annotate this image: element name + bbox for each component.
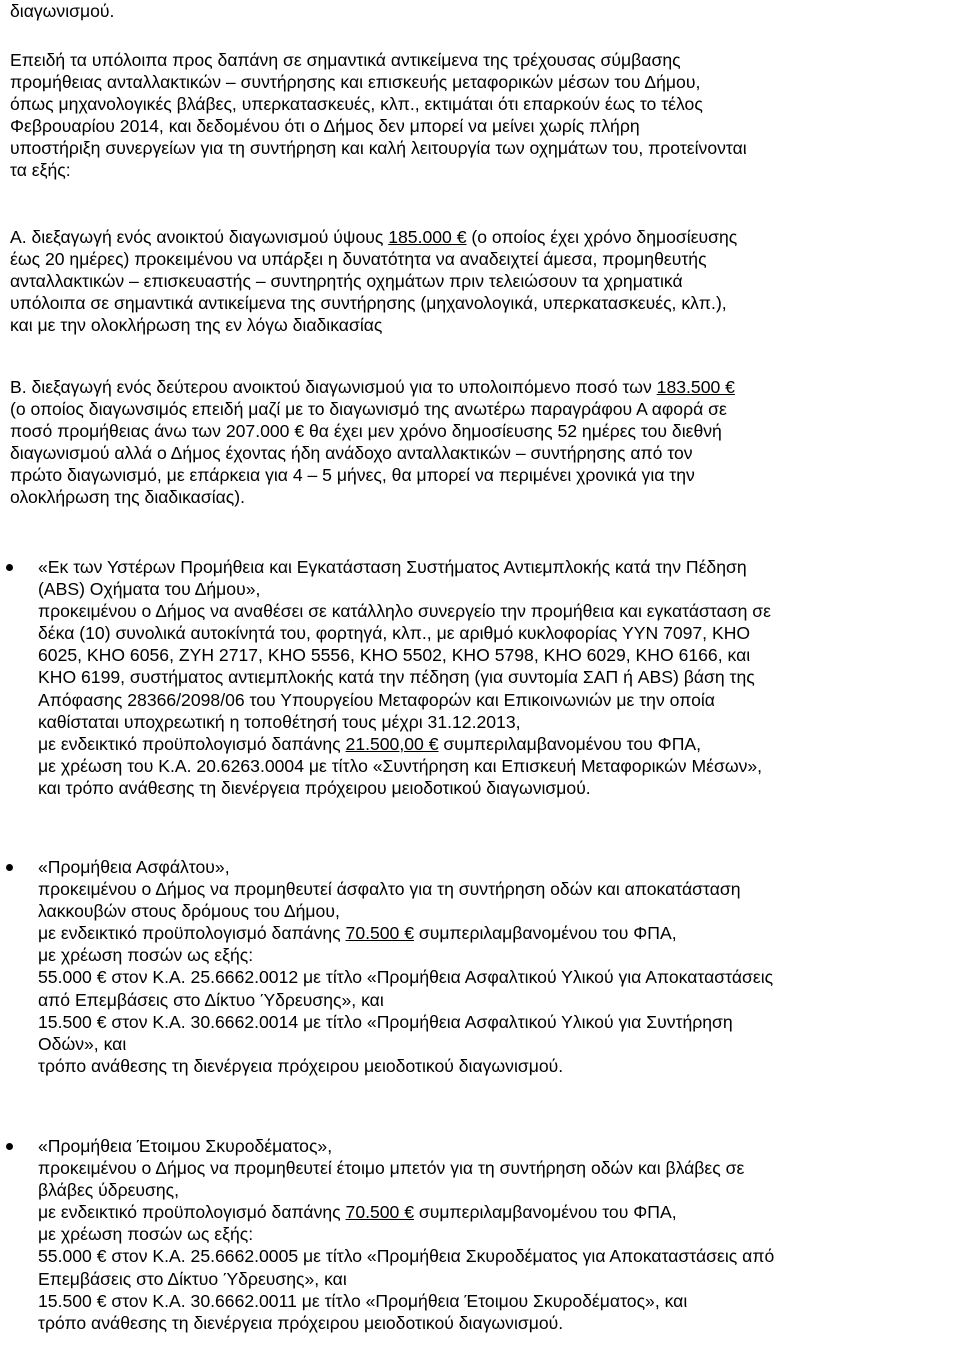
text-line: δέκα (10) συνολικά αυτοκίνητά του, φορτηγά, κλπ., με αριθμό κυκλοφορίας ΥΥΝ 7097, ΚΗΟ	[38, 623, 751, 644]
text-line: ΚΗΟ 6199, συστήματος αντιεμπλοκής κατά την πέδηση (για συντομία ΣΑΠ ή ABS) βάση της	[38, 667, 755, 688]
bullet-icon	[6, 1143, 13, 1150]
text-run: Α. διεξαγωγή ενός ανοικτού διαγωνισμού ύψους	[10, 227, 389, 247]
text-line: προκειμένου ο Δήμος να αναθέσει σε κατάλληλο συνεργείο την προμήθεια και εγκατάσταση σε	[38, 601, 772, 622]
text-line: προμήθειας ανταλλακτικών – συντήρησης και επισκευής μεταφορικών μέσων του Δήμου,	[10, 72, 701, 93]
bullet-item-abs	[38, 556, 956, 799]
text-line: Επεμβάσεις στο Δίκτυο Ύδρευσης», και	[38, 1268, 347, 1289]
text-line: «Εκ των Υστέρων Προμήθεια και Εγκατάσταση Συστήματος Αντιεμπλοκής κατά την Πέδηση	[38, 557, 747, 577]
text-line: (ο οποίος διαγωνσιμός επειδή μαζί με το διαγωνισμό της ανωτέρω παραγράφου Α αφορά σε	[10, 399, 727, 420]
amount-underlined: 183.500 €	[656, 377, 735, 397]
text-line: Απόφασης 28366/2098/06 του Υπουργείου Μεταφορών και Επικοινωνιών με την οποία	[38, 689, 715, 710]
text-run: με ενδεικτικό προϋπολογισμό δαπάνης	[38, 733, 346, 754]
intro-paragraph	[10, 49, 946, 182]
text-line: 6025, ΚΗΟ 6056, ΖΥΗ 2717, ΚΗΟ 5556, ΚΗΟ 5502, ΚΗΟ 5798, ΚΗΟ 6029, ΚΗΟ 6166, και	[38, 645, 751, 666]
text-run: με ενδεικτικό προϋπολογισμό δαπάνης	[38, 1202, 346, 1223]
text-line	[10, 226, 946, 248]
text-line: υπόλοιπα σε σημαντικά αντικείμενα της συντήρησης (μηχανολογικά, υπερκατασκευές, κλπ.),	[10, 293, 727, 314]
option-b-paragraph	[10, 376, 946, 509]
text-line: και με την ολοκλήρωση της εν λόγω διαδικασίας	[10, 315, 383, 336]
text-run: συμπεριλαμβανομένου του ΦΠΑ,	[414, 1202, 677, 1223]
top-fragment	[10, 0, 946, 22]
text-line: 55.000 € στον Κ.Α. 25.6662.0005 με τίτλο «Προμήθεια Σκυροδέματος για Αποκαταστάσεις από	[38, 1246, 775, 1267]
text-line: από Επεμβάσεις στο Δίκτυο Ύδρευσης», και	[38, 989, 384, 1010]
text-line: έως 20 ημέρες) προκειμένου να υπάρξει η δυνατότητα να αναδειχτεί άμεσα, προμηθευτής	[10, 249, 707, 270]
text-line	[38, 733, 956, 755]
text-line: «Προμήθεια Ασφάλτου»,	[38, 857, 230, 877]
text-line: ποσό προμήθειας άνω των 207.000 € θα έχει μεν χρόνο δημοσίευσης 52 ημέρες του διεθνή	[10, 421, 722, 442]
text-run: συμπεριλαμβανομένου του ΦΠΑ,	[438, 733, 702, 754]
text-line	[10, 376, 946, 398]
bullet-icon	[6, 864, 13, 871]
amount-underlined: 185.000 €	[388, 227, 467, 247]
text-line: τρόπο ανάθεσης τη διενέργεια πρόχειρου μειοδοτικού διαγωνισμού.	[38, 1055, 564, 1076]
text-line	[38, 1201, 956, 1223]
text-line: και τρόπο ανάθεσης τη διενέργεια πρόχειρου μειοδοτικού διαγωνισμού.	[38, 777, 591, 798]
text-line: ολοκλήρωση της διαδικασίας).	[10, 487, 246, 508]
text-line: ανταλλακτικών – επισκευαστής – συντηρητής οχημάτων πριν τελειώσουν τα χρηματικά	[10, 271, 683, 292]
text-line: με χρέωση ποσών ως εξής:	[38, 1224, 254, 1245]
option-a-paragraph	[10, 226, 946, 336]
text-line: 55.000 € στον Κ.Α. 25.6662.0012 με τίτλο «Προμήθεια Ασφαλτικού Υλικού για Αποκαταστάσεις	[38, 967, 774, 988]
text-run: (ο οποίος έχει χρόνο δημοσίευσης	[466, 227, 738, 247]
text-line: διαγωνισμού αλλά ο Δήμος έχοντας ήδη ανάδοχο ανταλλακτικών – συντήρησης από τον	[10, 443, 693, 464]
text-line: Φεβρουαρίου 2014, και δεδομένου ότι ο Δήμος δεν μπορεί να μείνει χωρίς πλήρη	[10, 116, 640, 137]
text-line: προκειμένου ο Δήμος να προμηθευτεί έτοιμο μπετόν για τη συντήρηση οδών και βλάβες σε	[38, 1158, 745, 1179]
text-line: «Προμήθεια Έτοιμου Σκυροδέματος»,	[38, 1136, 333, 1156]
text-line: 15.500 € στον Κ.Α. 30.6662.0011 με τίτλο «Προμήθεια Έτοιμου Σκυροδέματος», και	[38, 1290, 688, 1311]
text-line: υποστήριξη συνεργείων για τη συντήρηση και καλή λειτουργία των οχημάτων του, προτείνονται	[10, 138, 747, 159]
text-line: με χρέωση του Κ.Α. 20.6263.0004 με τίτλο «Συντήρηση και Επισκευή Μεταφορικών Μέσων»,	[38, 755, 763, 776]
text-line: (ABS) Οχήματα του Δήμου»,	[38, 579, 261, 600]
text-line: προκειμένου ο Δήμος να προμηθευτεί άσφαλτο για τη συντήρηση οδών και αποκατάσταση	[38, 879, 741, 900]
text-line: Επειδή τα υπόλοιπα προς δαπάνη σε σημαντικά αντικείμενα της τρέχουσας σύμβασης	[10, 50, 681, 70]
text-run: Β. διεξαγωγή ενός δεύτερου ανοικτού διαγωνισμού για το υπολοιπόμενο ποσό των	[10, 377, 657, 397]
text-line: με χρέωση ποσών ως εξής:	[38, 945, 254, 966]
text-line	[38, 922, 956, 944]
amount-underlined: 21.500,00 €	[345, 733, 439, 754]
text-line: όπως μηχανολογικές βλάβες, υπερκατασκευές, κλπ., εκτιμάται ότι επαρκούν έως το τέλος	[10, 94, 703, 115]
text-line: λακκουβών στους δρόμους του Δήμου,	[38, 901, 340, 922]
amount-underlined: 70.500 €	[345, 1202, 415, 1223]
bullet-icon	[6, 564, 13, 571]
amount-underlined: 70.500 €	[345, 923, 415, 944]
text-line: καθίσταται υποχρεωτική η τοποθέτησή τους μέχρι 31.12.2013,	[38, 711, 521, 732]
text-line: 15.500 € στον Κ.Α. 30.6662.0014 με τίτλο «Προμήθεια Ασφαλτικού Υλικού για Συντήρηση	[38, 1011, 733, 1032]
text-run: με ενδεικτικό προϋπολογισμό δαπάνης	[38, 923, 346, 944]
bullet-item-concrete	[38, 1135, 956, 1334]
bullet-item-asphalt	[38, 856, 956, 1077]
text-line: διαγωνισμού.	[10, 1, 115, 21]
text-line: Οδών», και	[38, 1033, 127, 1054]
text-line: βλάβες ύδρευσης,	[38, 1180, 180, 1201]
text-line: πρώτο διαγωνισμό, με επάρκεια για 4 – 5 μήνες, θα μπορεί να περιμένει χρονικά για την	[10, 465, 695, 486]
text-line: τρόπο ανάθεσης τη διενέργεια πρόχειρου μειοδοτικού διαγωνισμού.	[38, 1312, 564, 1333]
text-run: συμπεριλαμβανομένου του ΦΠΑ,	[414, 923, 677, 944]
text-line: τα εξής:	[10, 160, 71, 181]
